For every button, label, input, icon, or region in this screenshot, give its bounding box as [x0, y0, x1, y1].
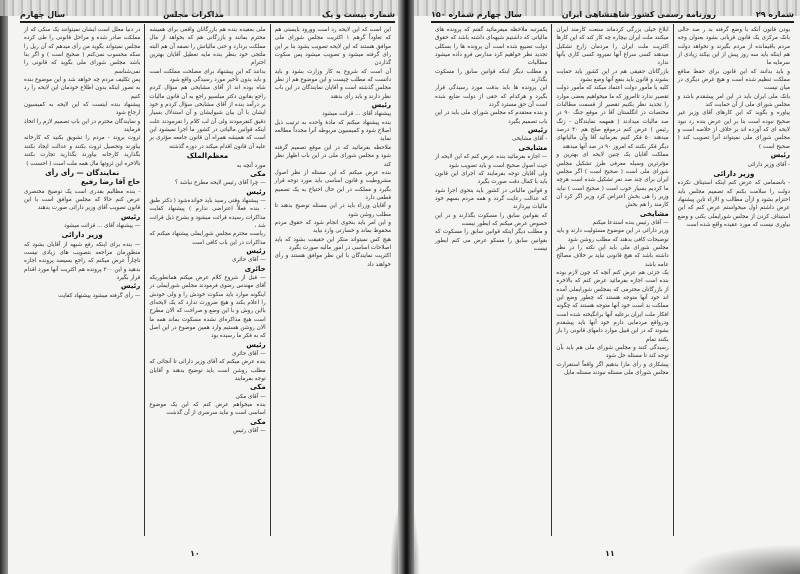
paragraph: این است که این لایحه رد است وورود بایستی هم که تعاوداً گرهم ۱ اکثریت مجلس شورای ملی موافق هستند که این لایحه تصویب بشود بنا بر این رای گرفته میشود و تصویب میشود پس سکوت گذاردن	[274, 27, 391, 67]
speaker-name: حائری	[244, 264, 266, 273]
paragraph: رسیدگی کنند و مجلس شورای ملی هم باید بآن توجه کند تا مسئله حل شود	[556, 345, 669, 360]
paragraph: بنده عرض میکنم که این مسئله از نظر اصول مشروطیت و قانون اساسی باید مورد توجه قرار بگیرد و مملکت در این حال احتیاج به یک تصمیم قطعی دارد	[274, 169, 391, 201]
paragraph: که بقوانین سابق را مسکوت بگذارند و در این خصوص عرض میکنم که ایطور نیست	[435, 212, 548, 227]
paragraph: بودن قانون آنکه با وضع گرفته بد ر صد حالی بانک مرکزی یک قانون قربانی بشود بعنوان وجه مردم باقیمانده از مردم بگیرند و نخواهد دولت هم اینکه باید سه روز پیش از این بیکند زیادی از سرمایه ما	[677, 27, 790, 67]
speaker-name: رئیس	[527, 126, 548, 135]
column-3	[20, 24, 144, 536]
paragraph: و مطلب دیگر اینکه قوانین سابق را مسکوت بگذارند	[435, 68, 548, 84]
paragraph: و بنده معتقدم که مجلس شورای ملی باید در این باب تصمیم بگیرد	[435, 110, 548, 125]
speaker-name: مکی	[250, 417, 266, 426]
paragraph: - بانضمامی که عرض کنم اینکه استیناف نکرده دولت را سلامت بکنم که تصمیم مجلس باید احترام بشود و ازآن مطالب و الاراء تاین پیشنهاد عرض داشتم اول میخواستم عرض کنم که این استیناف کردن از مجلس شورایملی بکنی و وضع بیاوری نیست که مورد عقیده واقع شده است	[677, 180, 790, 228]
paragraph: و این امر باید بنحوی انجام شود که حقوق مردم محفوظ بماند و خسارتی وارد نیاید	[274, 219, 391, 235]
paragraph: مجلس شورای ملی باید این نکته را در نظر داشته باشد که هیچ قانونی نباید بر خلاف مصالح عامه باشد	[556, 244, 669, 268]
paragraph: کلیه یا مأمور دولت اعتماد میکند که مأمور دولت تقصیر ندارد تاامروز که ما میخواهیم بعضی موارد را تجدید نظر بکنیم تقصیر از قسمت مطالبات مختصات در انگلستان آقا در موقع جنگ ۹۰ در صد مالیات میدادند ( همهمه نمایندگان - زنگ رئیس ) عرض کنم درموقع صلح هم ۴۰ درصد میدهند ۵۰ فکر کنیم بفرمائید آقا وآن مالیاتهای دیگر فکر بکنند که امروز ۹۰ در صد آنها میدهند	[556, 85, 669, 150]
paragraph: یک جزئی هم عرض کنم آنچه که چون لازم بوده بنده است اجازه بفرمائید عرض کنم که بالاخره از بازرگانان محترمی که بمجلس شورایملی آمده اند خود آنها متوجه هستند که چطور وضع این مملکت بد است خود آنها متوجه هستند که چگونه افکار ملت ایران برعلیه آنها برانگیخته شده است ودرواقع مردمایی دارم خود آنها باید پیشقدم بشوند که در این قبیل موارد دامهای قانونی را باز بکنند تمام	[556, 269, 669, 343]
paragraph: پیشنهاد آقای ... قرائت میشود	[322, 111, 391, 118]
section-heading: معظم‌الملک	[186, 151, 229, 161]
speaker-name: مشایخی	[639, 209, 669, 218]
paragraph: ولی آقایان توجه بفرمایند که اجرای این قانون باید با کمال دقت صورت بگیرد	[435, 170, 548, 186]
speaker-name: حاج آقا رضا رفیع	[81, 178, 141, 187]
paragraph: بنده میخواهم عرض کنم که این یک موضوع اساسی است و نباید سرسری از آن گذشت	[149, 402, 266, 417]
paragraph: — آقای حائری	[232, 257, 266, 264]
paragraph: - بنده مطالبم بقدری است یک توضیح مختصری عرض کنم حالا که مجلس موافق است با این قانون تصویب آقای وزیر دارائی صورت بدهند	[24, 188, 141, 212]
paragraph: ملاحظه بفرمائید که در این موقع تصمیم گرفته شود و مجلس شورای ملی در این باب اظهار نظر کند	[274, 144, 391, 168]
paragraph: — آقای رئیس	[233, 428, 266, 435]
paragraph: پس تکلیف مردم چه خواهد شد و این موضوع بنده به تصور اینکه بدون اطلاع خودمان این لایحه را رد کنیم	[24, 77, 141, 100]
speaker-name: مشایخی	[518, 143, 548, 152]
page-number: ۱۱	[605, 549, 615, 558]
speaker-name: رئیس	[246, 246, 266, 255]
page-edge-shadow	[0, 0, 8, 574]
paragraph: — آقای مکی	[235, 393, 266, 400]
header-issue: شماره بیست و یک	[322, 9, 395, 19]
section-heading: نمایندگان — رأی رأی	[45, 167, 120, 177]
paragraph: بنده عرض میکنم که آقای وزیر دارائی تا آنجائی که مطلب روشن است باید توضیح بدهند و آقایان توجه بفرمایند	[149, 359, 266, 383]
paragraph: یکمرتبه ملاحظه میفرمائید گفتم که پرونده های مالیاتی که داشتیم شبهه‌ای داشته باشد که حقوق دولت تضییع شده است آن پرونده ها را بسکلی تجدید نظر خواهیم کرد مدارس فرو داده میشود مطالبات	[435, 27, 548, 67]
book-gutter	[398, 0, 414, 574]
section-heading: وزیر دارائی	[713, 168, 755, 178]
speaker-name: رئیس	[246, 340, 266, 349]
paragraph: و آقایان وزراء باید در این مسئله توضیح بدهند تا مطلب روشن شود	[274, 203, 391, 218]
paragraph: — آقای رئیس بنده استدعا میکنم	[592, 219, 669, 226]
paragraph: — بنده برای اینکه رفع شبهه از آقایان بشود که منظورمان مراجعه بتصویب های زیادی نیست ناچاراً عرض میکنم که راجع بسیصد پرونده اجازه بدهید و این ۳۰۰ پرونده هم اکثریت آنها مورد اقدام قرار بگیرد	[24, 241, 141, 281]
speaker-name: مکی	[250, 169, 266, 178]
header-issue: شماره ۲۹	[755, 9, 794, 19]
header-rule	[431, 21, 794, 23]
paragraph: — رأی گرفته میشود پیشنهاد کفایت	[58, 292, 141, 299]
paragraph: پیاوره و بگوید که این کارهای آقای وزیر غیر صحیح نبوده است بنا بر این عرض بنده رد نبود لایحه ای که آورده اند بر خلاف از خلاصه است و مجلس شورای ملی نمیتواند آنرا تصویب کند ( صحیح است )	[677, 110, 790, 150]
speaker-name: رئیس	[246, 187, 266, 196]
paragraph: وزیر دارائی در این موضوع مسئولیت دارند و باید توضیحات کافی بدهند که مطلب روشن شود	[556, 228, 669, 243]
header-year: سال چهارم	[20, 9, 66, 19]
speaker-name: مکی	[250, 383, 266, 392]
scan-shadow	[680, 544, 800, 574]
paragraph: بازرگانان حقیقی هم در این کشور باید حمایت بشوند و قانون باید بنفع آنها وضع بشود	[556, 68, 669, 84]
paragraph: ثروت بروند - مردم را تشویق بکنید که کارخانه بیاورند وتحصیل ثروت بکنند و عدالت ایجاد بکنند بگذارید کارخانه بیاورند بگذارید تجارت بکنند بالاخره این ثروتها مال همه ملت است ( احسنت )	[24, 135, 141, 167]
page-number: ۱۰	[190, 549, 200, 558]
column-2	[551, 24, 672, 536]
paragraph: و مطلب دیگر اینکه قوانین سابق را مسکوت که بقوانین سابق را مسکو عرض می کنم ایطور نیست	[435, 229, 548, 252]
paragraph: مملکت آقایان یک چنین لایحه ای بهترین و مؤثرترین وسیله معرفی طرز تشکیل مجلس شورای ملی است ( صحیح است ) اگر مجلس ایران برای چند صد نفر تشکیل شده است هرچه ما کردیم بسیار خوب است ( صحیح است ) نباید وزیر را هی بخش اعتراض کرد وزیر اگر کرد آن کارمند را هم بخش	[556, 152, 669, 209]
paragraph: - آقای وزیر دارائی	[747, 161, 790, 168]
paragraph: پیشنهاد بنده اینست که این لایحه به کمیسیون ارجاع شود	[24, 102, 141, 117]
paragraph: آن است که شروع به کار وزارت بشود و باید دانست که مطلب چیست و این موضوع هم از نظر مجلس گذشته است و آقایان نمایندگان در این باب نظر دارند و باید رأی بدهند	[274, 68, 391, 100]
column-1	[270, 24, 395, 536]
paragraph: — پیشنهاد آقای ... قرائت میشود	[64, 222, 141, 229]
paragraph: ملی بعقیده بنده هم بازرگانان واقعی برای همیشه محترم بمانند و بازرگانی هم که بخواهد از مال مملکت بردارد و حتی مالیاتش را نصفه آن هم البته ملتجی خود بنظر بنده مایه تعطیل آقایان بهترین احترام	[149, 27, 266, 67]
column-1	[673, 24, 794, 536]
paragraph: مورد آنچه به	[236, 162, 266, 169]
header-year: سال چهارم شماره ۱۵۰	[431, 9, 522, 19]
paragraph: در دنیا معلل است ایشان نمیتوانند یک سکی که از مملکت صادر شده و مراحل قانونی را طی کرده مجلس نمیتواند بگوید من رأی میدهم که آن ریل را سکه محسوب نمی‌کنم ( صحیح است ) و اگر بنا باشد مجلس شورای ملی بگوید که قانونی را نمی‌شناسم	[24, 27, 141, 75]
paragraph: بانک ملی ایران باید در این امر پیشقدم باشد و مجلس شورای ملی از آن حمایت کند	[677, 93, 790, 109]
header-title: مذاکرات مجلس	[163, 9, 224, 19]
header-rule	[20, 21, 395, 23]
page-header	[20, 8, 395, 20]
paragraph: و باید بدانند که این قانون برای حفظ منافع مملکت تنظیم شده است و هیچ غرض دیگری در میان نیست	[677, 68, 790, 92]
paragraph: و قوانین مالیاتی در کشور باید بنحوی اجرا شود که عدالت رعایت گردد و همه مردم بسهم خود مالیات بپردازند	[435, 187, 548, 211]
paragraph: شاه بوده اند از آقای مشایخی هم سؤال کردم راجع بقانون دکتر میلسپو راجع به آن قانون مالیات بر درآمد بنده از آقای مشایخی سؤال کردم و خود ایشان با آن بیان شیوایشان و آن استدلال بسیار دقیق کنفرمودند ولی آن لب کلام را نفرمودند علت اینکه قوانین مالیاتی در کشور ما اجرا نمیشود این است که همیشه همراه آن قانون جامعه مؤثری بر علیه آن قانون اقدام میکند در دوره گذشته	[149, 85, 266, 150]
paragraph: — آقای حائری	[232, 351, 266, 358]
paragraph: — قبل از شروع کلام عرض میکنم همانطوریکه آقای مهندس رضوی فرمودند مجلس شورایملی در اینگونه موارد باید سکوت خودش را و ولی خودش را اعلام بکند و هیچ ضرورت ندارد که یک لایحه‌ای بااین روش و با این وضع و صراحت که الان مطرح است هیچ مذاکره‌ای نشده مسکوت بماند همه ما الان روشن هستیم وارد همین موضوع در این اصل که به فکر ما رسیده بود	[149, 274, 266, 340]
paragraph: بنده پیشنهاد میکنم که مادهٔ واحده به ترتیب ذیل اصلاح شود و کمیسیون مربوطه آنرا مجدداً مطالعه نماید	[274, 119, 391, 143]
paragraph: هیچ کس نمیتواند منکر این حقیقت بشود که باید اصلاحات اساسی در امور مالیه صورت بگیرد	[274, 236, 391, 251]
paragraph: — پیشنهاد وقتی رسید باید خوانده‌شود ( دکتر طبق - بنده فعلاً اعتراضی ندارم ) پیشنهاد کفایت مذاکرات رسیده قرائت میشود و بشرح ذیل قرائت شد ،	[149, 197, 266, 229]
header-title: روزنامه رسمی کشور شاهنشاهی ایران	[561, 9, 717, 19]
paragraph: اکثریت نمایندگان با این نظر موافق هستند و رأی خواهند داد	[274, 253, 391, 268]
page-header	[431, 8, 794, 20]
column-3	[431, 24, 551, 536]
paragraph: - آقای مشایخی	[511, 136, 548, 143]
paragraph: — اجازه بفرمائید بنده عرض کنم که این لایحه از حیث اصول صحیح است و باید تصویب شود	[435, 154, 548, 169]
paragraph: پیشکاری و رأی مارا بدهیم اگر واقعاً استقرارت مجلس شورای ملی مسئله نبودند مسئله مایل	[556, 361, 669, 377]
section-heading: وزیر دارائی	[61, 230, 103, 240]
text-columns	[431, 24, 794, 536]
paragraph: و نمایندگان محترم در این باب تصمیم لازم را اتخاذ فرمایند	[24, 118, 141, 134]
paragraph: ریاست محترم مجلس شورایملی پیشنهاد میکنم که مذاکرات در این باب کافی است	[149, 231, 266, 246]
text-columns	[20, 24, 395, 536]
speaker-name: رئیس	[120, 282, 141, 291]
speaker-name: رئیس	[371, 101, 391, 110]
speaker-name: رئیس	[770, 151, 790, 160]
paragraph: بدانند که این پیشنهاد برای مصلحت مملکت است و باید بدون تأخیر مورد رسیدگی واقع شود	[149, 68, 266, 84]
paragraph: — چرا آقای رئیس لایحه مطرح نباشد ؟	[174, 180, 266, 187]
paragraph: ابلاغ خیلی بزرگی کردماند سنعت کارمند ایران میکنند ملت ایران بیچاره چه کار کند که این کارها اکثریت ملت ایران را مردمان زارع تشکیل میدهند کسی سراغ آنها نمیرود کسی کاری بآنها ندارد	[556, 27, 669, 67]
paragraph: این پرونده ها باید بدقت مورد رسیدگی قرار بگیرد و هرکدام که حقی از دولت ضایع شده است آن حق مسترد گردد	[435, 85, 548, 109]
right-page	[405, 0, 800, 574]
speaker-name: رئیس	[120, 212, 141, 221]
column-2	[144, 24, 269, 536]
